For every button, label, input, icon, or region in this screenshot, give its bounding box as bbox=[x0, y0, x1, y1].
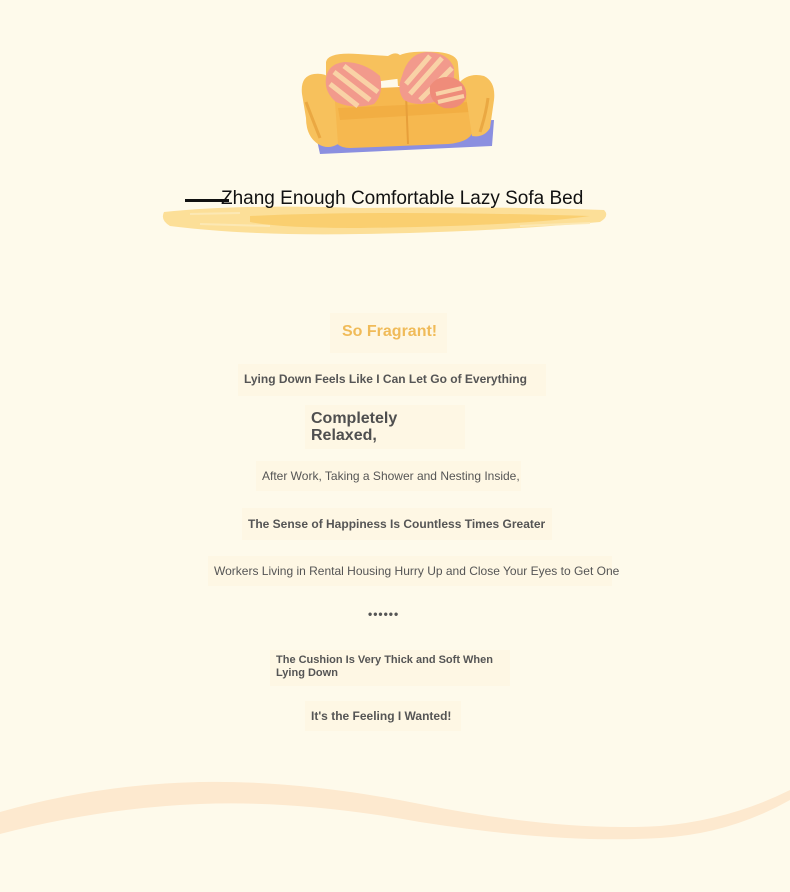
fragrant-heading: So Fragrant! bbox=[330, 313, 447, 353]
feeling-line: It's the Feeling I Wanted! bbox=[305, 701, 461, 731]
ellipsis-dots: •••••• bbox=[368, 607, 400, 621]
page-title: Zhang Enough Comfortable Lazy Sofa Bed bbox=[221, 188, 584, 209]
relaxed-line: Completely Relaxed, bbox=[305, 405, 465, 449]
sofa-illustration bbox=[298, 48, 498, 158]
sense-line: The Sense of Happiness Is Countless Times Greater bbox=[242, 508, 552, 540]
lying-line: Lying Down Feels Like I Can Let Go of Everything bbox=[238, 364, 546, 396]
wave-decoration bbox=[0, 760, 790, 892]
cushion-line: The Cushion Is Very Thick and Soft When Lying Down bbox=[270, 650, 510, 686]
after-work-line: After Work, Taking a Shower and Nesting Inside, bbox=[256, 461, 521, 491]
workers-line: Workers Living in Rental Housing Hurry Up and Close Your Eyes to Get One bbox=[208, 556, 612, 586]
